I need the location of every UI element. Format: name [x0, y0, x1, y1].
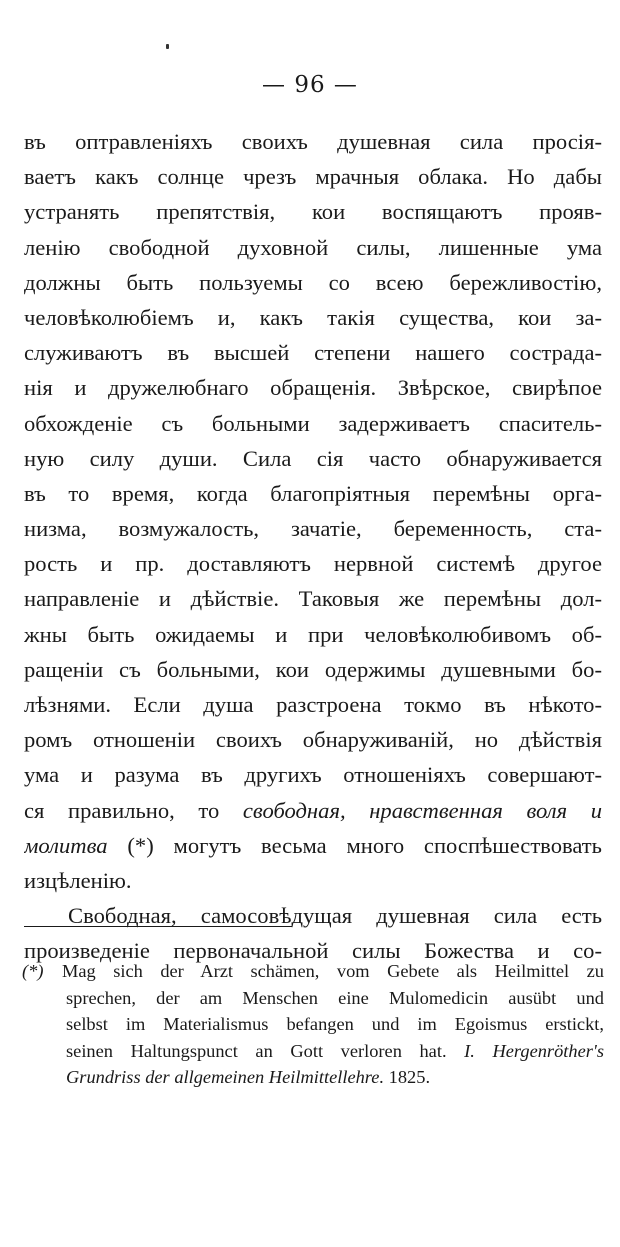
text-line: рость и пр. доставляютъ нервной системѣ другое — [24, 551, 602, 577]
footnote-line — [22, 1038, 604, 1065]
footnote-line: sprechen, der am Menschen eine Mulomedicin ausübt und — [66, 987, 604, 1008]
text-line: нія и дружелюбнаго обращенія. Звѣрское, свирѣпое — [24, 375, 602, 401]
text-line: должны быть пользуемы со всею бережливостію, — [24, 269, 602, 295]
text-line-paragraph-start: Свободная, самосовѣдущая душевная сила есть — [68, 903, 602, 929]
text-line: ума и разума въ другихъ отношеніяхъ совершают- — [24, 762, 602, 788]
text-line: служиваютъ въ высшей степени нашего сострада- — [24, 340, 602, 366]
text-line: ленію свободной духовной силы, лишенные ума — [24, 234, 602, 260]
text-line-with-italics — [24, 828, 602, 863]
text-line: человѣколюбіемъ и, какъ такія существа, кои за- — [24, 304, 602, 330]
text-line: ную силу души. Сила сія часто обнаруживается — [24, 445, 602, 471]
text-line: ращеніи съ больными, кои одержимы душевными бо- — [24, 656, 602, 682]
print-speck — [166, 44, 169, 49]
italic-phrase: молитва — [24, 832, 108, 858]
text-line: изцѣленію. — [24, 867, 132, 893]
footnote-year: 1825. — [388, 1067, 431, 1087]
footnote-text: seinen Haltungspunct an Gott verloren hat. — [66, 1040, 447, 1061]
text-line: лѣзнями. Если душа разстроена токмо въ нѣкото- — [24, 692, 602, 717]
footnote-line — [22, 1064, 604, 1091]
text-line-with-italics — [24, 793, 602, 828]
text-line: направленіе и дѣйствіе. Таковыя же перемѣны дол- — [24, 586, 602, 612]
text-line: обхожденіе съ больными задерживаетъ спаситель- — [24, 410, 602, 436]
footnote-divider — [24, 926, 292, 927]
main-text — [24, 124, 602, 969]
text-line: жны быть ожидаемы и при человѣколюбивомъ об- — [24, 621, 602, 647]
footnote-reference: (*) — [127, 832, 154, 858]
text-line: въ оптравленіяхъ своихъ душевная сила просія- — [24, 129, 602, 154]
text-line: устранять препятствія, кои воспящаютъ прояв- — [24, 199, 602, 225]
text-span: ся правильно, то — [24, 797, 220, 823]
footnote-mark: (*) — [22, 961, 44, 981]
footnote-line — [22, 958, 604, 985]
text-line: произведеніе первоначальной силы Божества и со- — [24, 938, 602, 964]
text-line: низма, возмужалость, зачатіе, беременность, ста- — [24, 516, 602, 542]
text-span: могутъ весьма много споспѣшествовать — [173, 832, 602, 858]
text-line: въ то время, когда благопріятныя перемѣны орга- — [24, 480, 602, 506]
text-line: ваетъ какъ солнце чрезъ мрачныя облака. Но дабы — [24, 164, 602, 190]
footnote-author: I. Hergenröther's — [464, 1040, 604, 1061]
italic-phrase: свободная, нравственная воля и — [242, 797, 602, 823]
text-line: ромъ отношеніи своихъ обнаруживаній, но дѣйствія — [24, 727, 602, 753]
footnote-line: selbst im Materialismus befangen und im Egoismus erstickt, — [66, 1014, 604, 1034]
page-number: — 96 — — [262, 72, 358, 98]
footnote-text: Mag sich der Arzt schämen, vom Gebete als Heilmittel zu — [62, 961, 604, 981]
footnote-book-title: Grundriss der allgemeinen Heilmittellehre. — [66, 1067, 385, 1087]
footnote — [22, 958, 604, 1091]
